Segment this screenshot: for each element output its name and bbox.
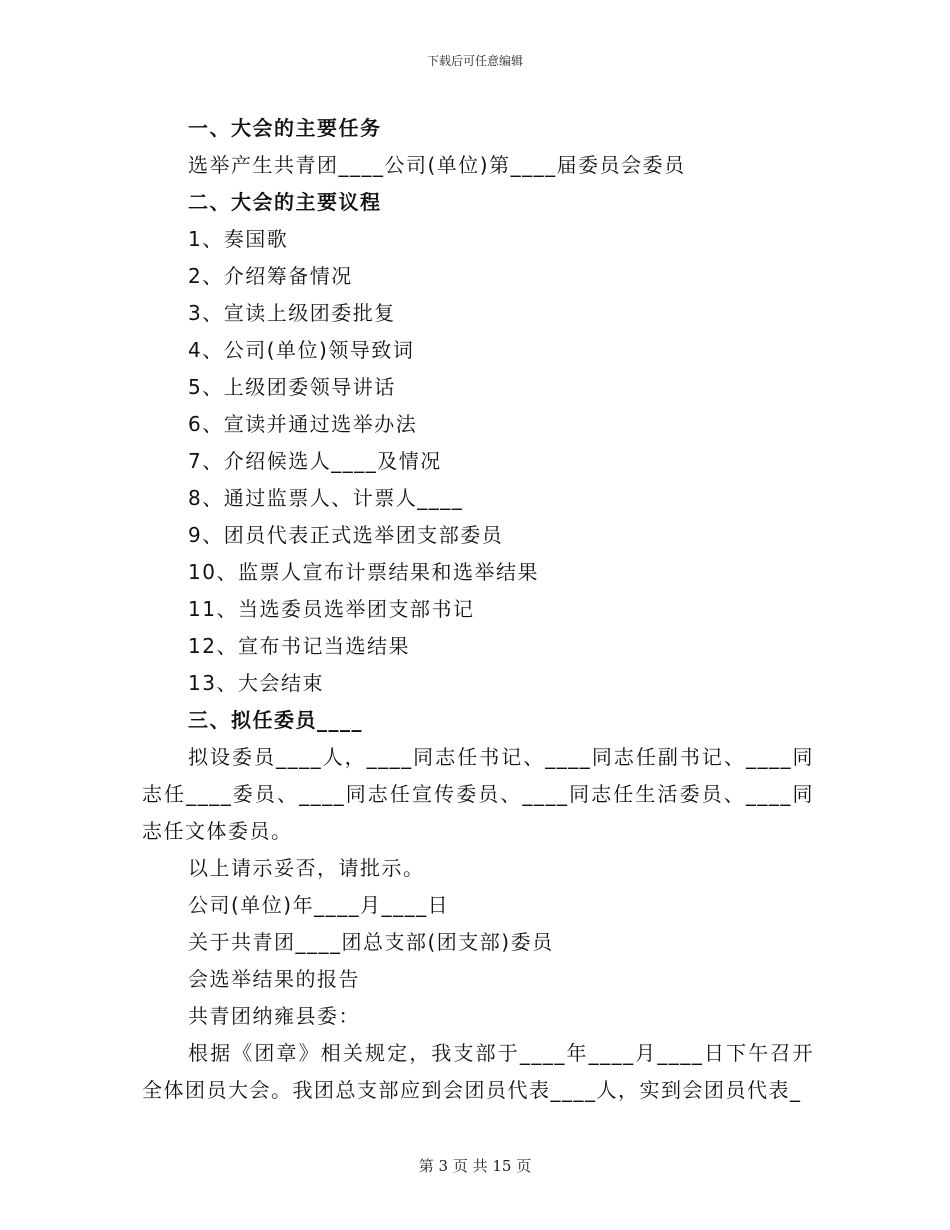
section-heading-2: 二、大会的主要议程 — [188, 190, 382, 214]
text-line: 以上请示妥否，请批示。 — [188, 856, 425, 880]
agenda-item: 11、当选委员选举团支部书记 — [188, 597, 475, 621]
agenda-item: 9、团员代表正式选举团支部委员 — [188, 523, 504, 547]
report-title-line: 关于共青团____团总支部(团支部)委员 — [188, 930, 554, 954]
document-body — [142, 110, 814, 1109]
agenda-item: 6、宣读并通过选举办法 — [188, 412, 418, 436]
page-footer: 第 3 页 共 15 页 — [418, 1157, 532, 1175]
agenda-item: 3、宣读上级团委批复 — [188, 301, 396, 325]
agenda-item: 4、公司(单位)领导致词 — [188, 338, 415, 362]
section-heading-3: 三、拟任委员____ — [188, 708, 363, 732]
agenda-item: 10、监票人宣布计票结果和选举结果 — [188, 560, 539, 584]
section-heading-1: 一、大会的主要任务 — [188, 116, 382, 140]
agenda-item: 13、大会结束 — [188, 671, 324, 695]
report-paragraph: 根据《团章》相关规定，我支部于____年____月____日下午召开全体团员大会。我团总支部应到会团员代表____人，实到会团员代表_ — [142, 1041, 814, 1102]
text-line: 选举产生共青团____公司(单位)第____届委员会委员 — [188, 153, 686, 177]
agenda-item: 2、介绍筹备情况 — [188, 264, 353, 288]
agenda-item: 1、奏国歌 — [188, 227, 289, 251]
agenda-item: 5、上级团委领导讲话 — [188, 375, 396, 399]
date-line: 公司(单位)年____月____日 — [188, 893, 450, 917]
page-header: 下载后可任意编辑 — [426, 54, 523, 68]
agenda-item: 7、介绍候选人____及情况 — [188, 449, 442, 473]
agenda-item: 8、通过监票人、计票人____ — [188, 486, 464, 510]
committee-paragraph: 拟设委员____人，____同志任书记、____同志任副书记、____同志任____委员、____同志任宣传委员、____同志任生活委员、____同志任文体委员。 — [142, 745, 814, 843]
agenda-item: 12、宣布书记当选结果 — [188, 634, 410, 658]
report-title-line: 会选举结果的报告 — [188, 967, 360, 991]
recipient-line: 共青团纳雍县委： — [188, 1004, 360, 1028]
